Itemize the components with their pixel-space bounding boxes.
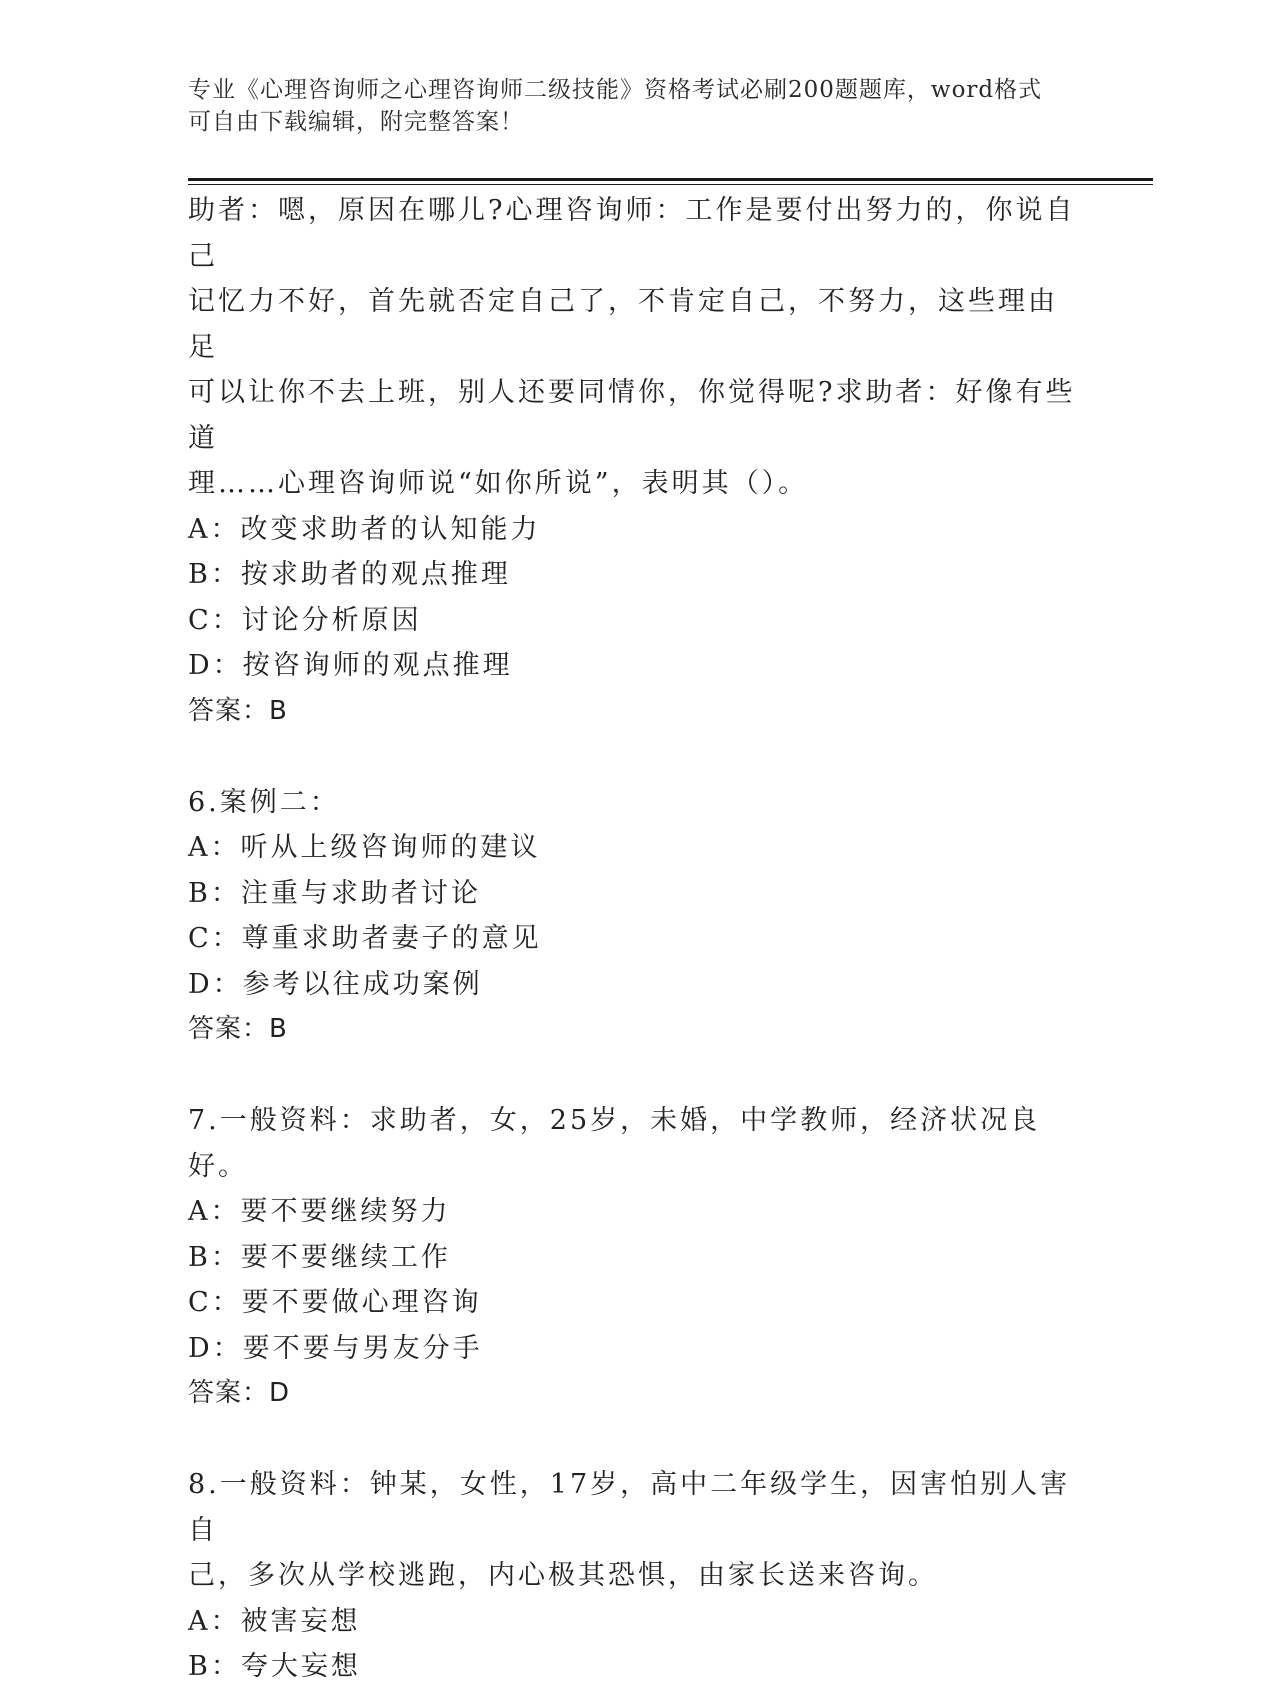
question-list [188,188,1078,1690]
answer: 答案：D [188,1378,291,1408]
header-divider-thick [188,178,1153,181]
option-a: A：要不要继续努力 [188,1196,451,1227]
spacer [188,734,1078,780]
option-b: B：夸大妄想 [188,1651,361,1682]
option-a: A：听从上级咨询师的建议 [188,832,541,863]
question-stem-line: 己，多次从学校逃跑，内心极其恐惧，由家长送来咨询。 [188,1560,938,1591]
answer: 答案：B [188,1014,288,1044]
answer: 答案：B [188,695,288,726]
spacer [188,1417,1078,1463]
option-b: B：注重与求助者讨论 [188,877,481,909]
option-c: C：要不要做心理咨询 [188,1287,482,1318]
question-stem-line: 可以让你不去上班，别人还要同情你，你觉得呢?求助者：好像有些道 [188,377,1076,454]
option-b: B：按求助者的观点推理 [188,559,511,590]
question-stem-line: 理……心理咨询师说“如你所说”，表明其（）。 [188,468,809,499]
question-stem-line: 记忆力不好，首先就否定自己了，不肯定自己，不努力，这些理由足 [188,286,1058,363]
option-d: D：按咨询师的观点推理 [188,650,513,681]
option-d: D：参考以往成功案例 [188,968,483,1000]
question-stem-line: 8.一般资料：钟某，女性，17岁，高中二年级学生，因害怕别人害自 [188,1469,1071,1546]
option-a: A：改变求助者的认知能力 [188,513,541,545]
header-line-2: 可自由下载编辑，附完整答案！ [188,109,524,135]
header-line-1: 专业《心理咨询师之心理咨询师二级技能》资格考试必刷200题题库，word格式 [188,77,1043,103]
question-stem-line: 助者：嗯，原因在哪儿?心理咨询师：工作是要付出努力的，你说自己 [188,195,1076,272]
question-5 [188,188,1078,734]
option-d: D：要不要与男友分手 [188,1332,483,1364]
question-8 [188,1462,1078,1690]
option-b: B：要不要继续工作 [188,1241,451,1273]
question-stem-line: 6.案例二： [188,786,340,818]
option-c: C：讨论分析原因 [188,604,422,636]
question-7 [188,1098,1078,1417]
question-stem-line: 7.一般资料：求助者，女，25岁，未婚，中学教师，经济状况良好。 [188,1105,1041,1182]
option-c: C：尊重求助者妻子的意见 [188,923,542,954]
spacer [188,1053,1078,1099]
document-header [188,74,1068,138]
header-divider-thin [188,184,1153,185]
question-6 [188,780,1078,1053]
option-a: A：被害妄想 [188,1605,361,1637]
